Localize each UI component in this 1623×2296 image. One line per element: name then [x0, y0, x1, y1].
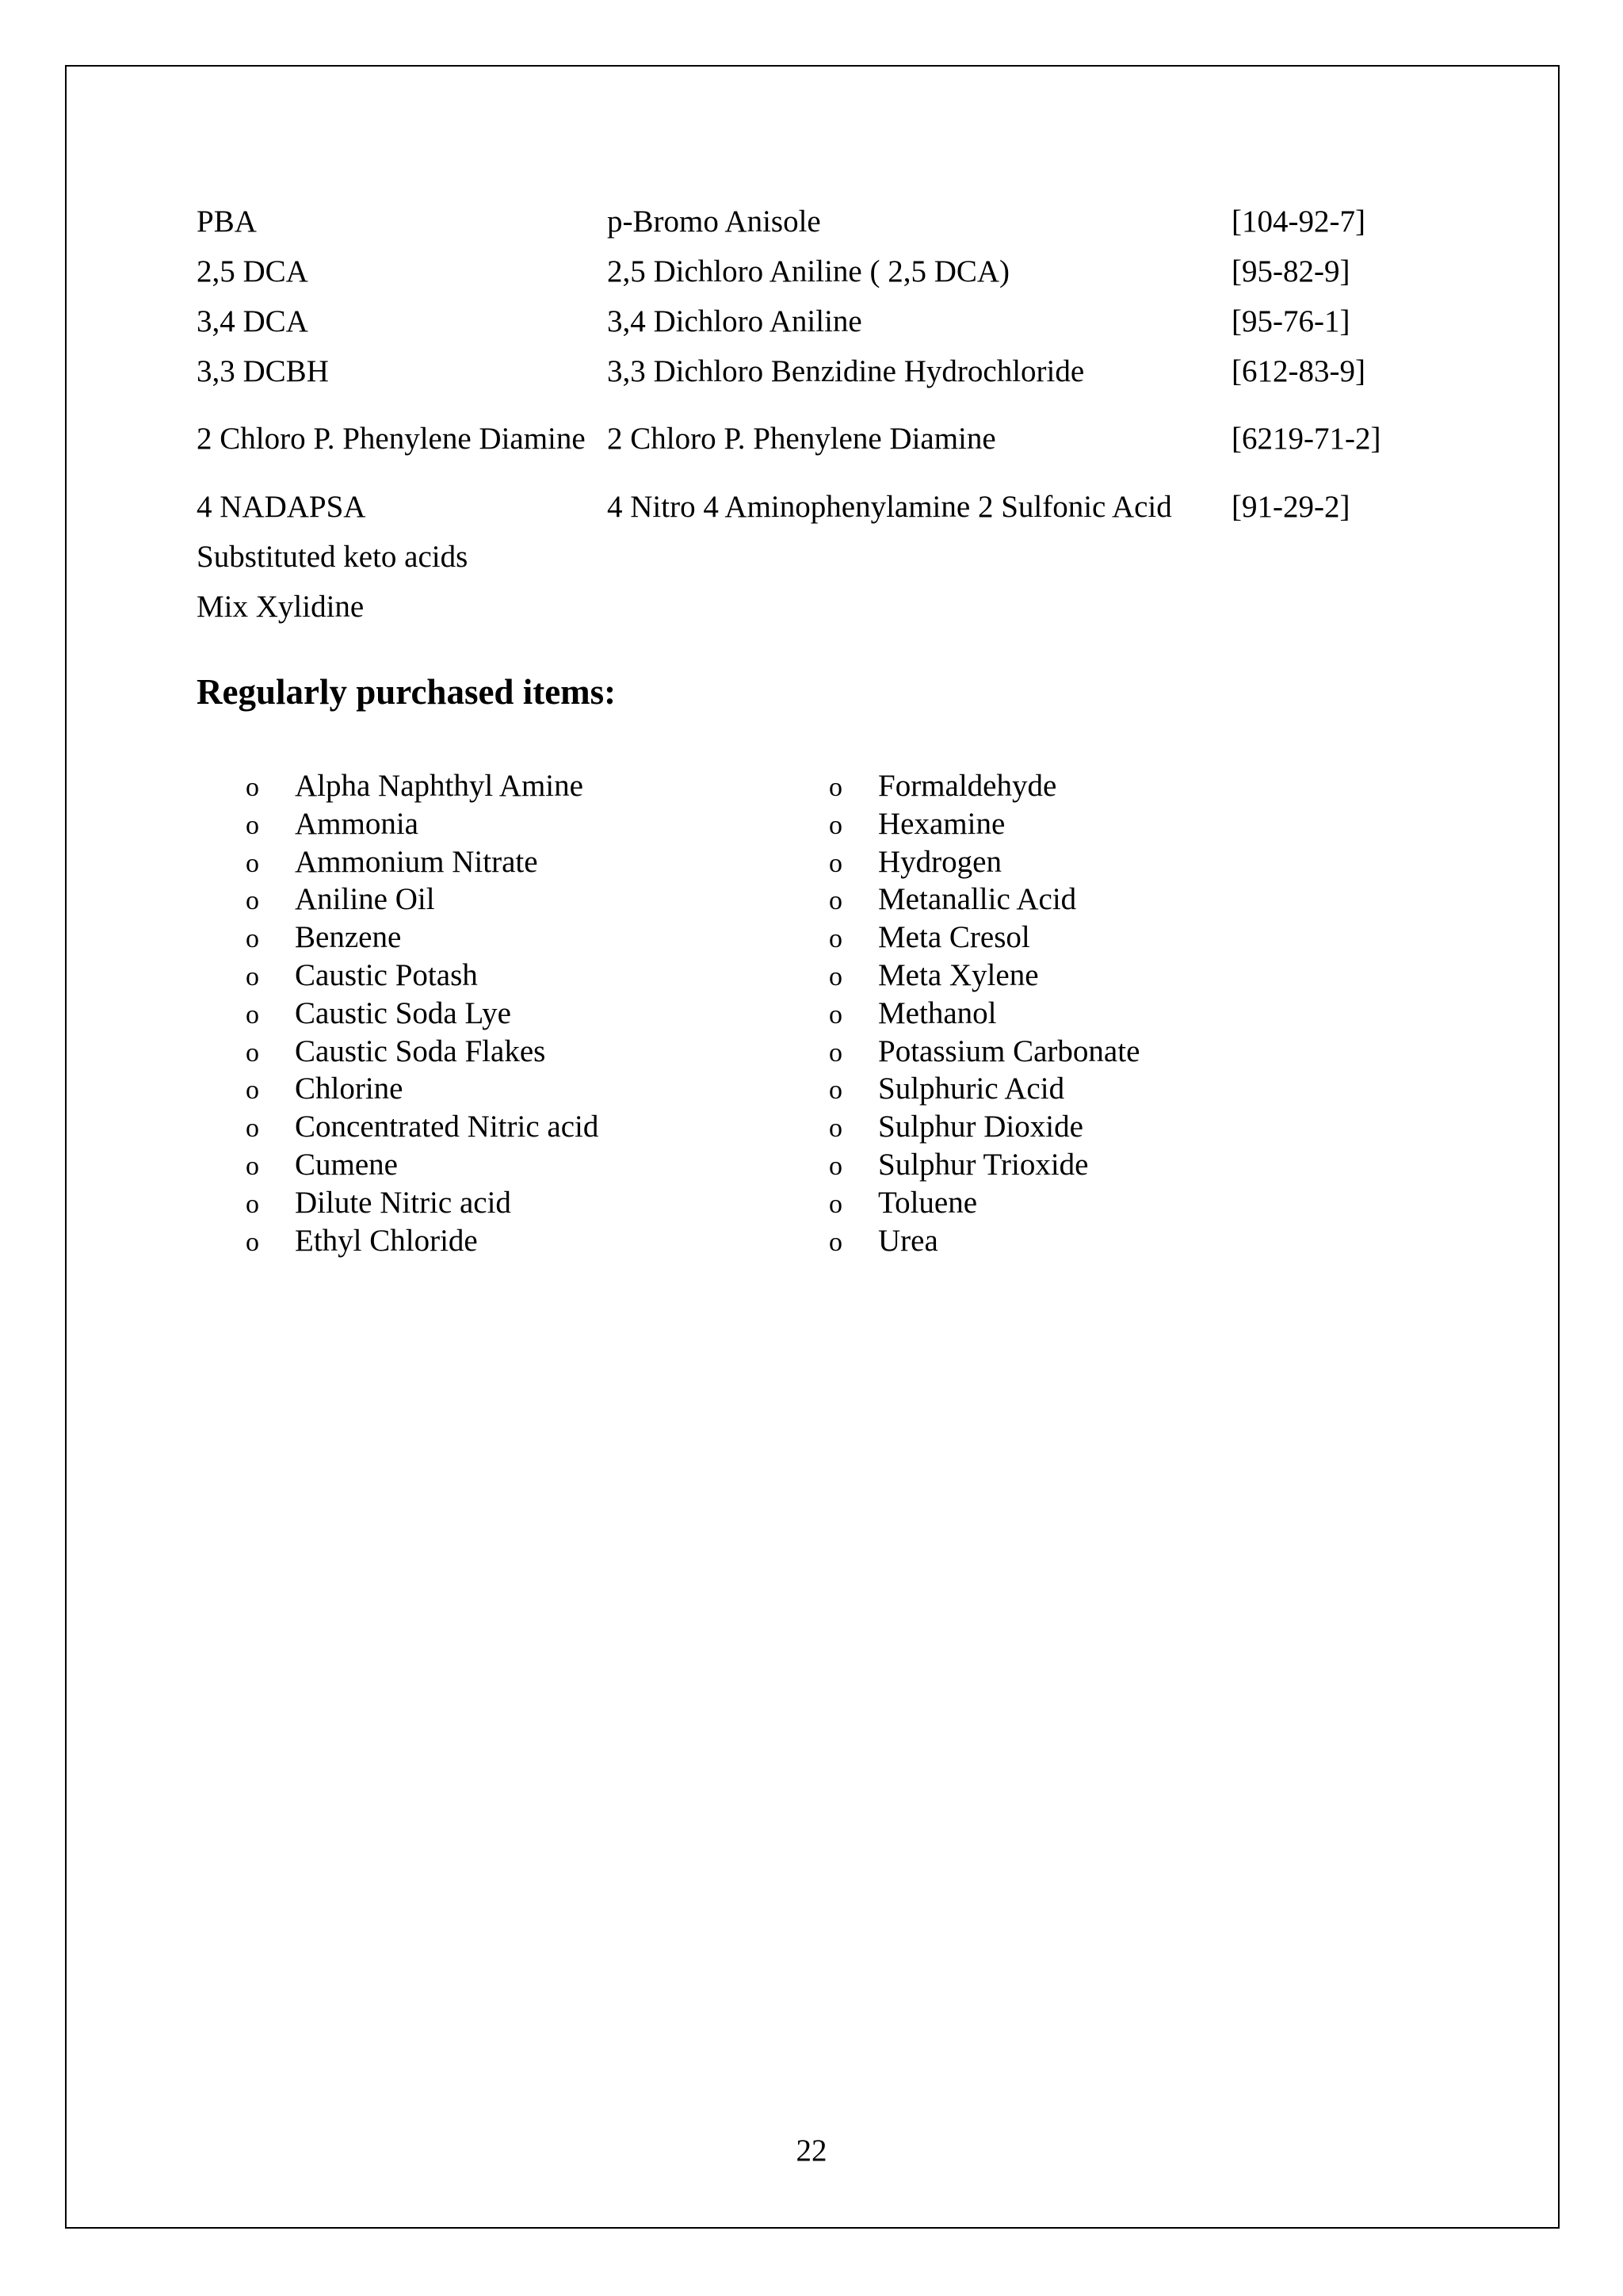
bullet-marker: o — [829, 1037, 842, 1068]
list-item-label: Alpha Naphthyl Amine — [295, 769, 583, 803]
chemical-name: 2 Chloro P. Phenylene Diamine — [607, 422, 996, 456]
cas-number — [1232, 582, 1414, 632]
bullet-marker: o — [829, 810, 842, 840]
list-item-label: Urea — [878, 1223, 938, 1258]
list-item-label: Aniline Oil — [295, 882, 435, 917]
bullet-marker: o — [829, 1151, 842, 1181]
list-item — [246, 1222, 598, 1260]
list-item — [829, 1033, 1140, 1071]
list-item-label: Sulphuric Acid — [878, 1072, 1065, 1106]
chemical-name: 2,5 Dichloro Aniline ( 2,5 DCA) — [607, 254, 1010, 288]
purchased-list-right — [829, 767, 1140, 1259]
bullet-marker: o — [246, 1114, 259, 1144]
list-item — [246, 957, 598, 995]
list-item-label: Hexamine — [878, 806, 1006, 841]
bullet-marker: o — [246, 848, 259, 878]
cas-number: [6219-71-2] — [1232, 422, 1381, 456]
bullet-marker: o — [829, 848, 842, 878]
page-number: 22 — [796, 2134, 827, 2168]
bullet-marker: o — [829, 886, 842, 916]
table-row — [197, 346, 1414, 396]
bullet-marker: o — [246, 999, 259, 1030]
list-item — [246, 919, 598, 957]
list-item — [246, 805, 598, 843]
list-item-label: Dilute Nitric acid — [295, 1185, 511, 1220]
bullet-marker: o — [829, 773, 842, 802]
list-item — [246, 1146, 598, 1184]
bullet-marker: o — [829, 924, 842, 954]
table-row — [197, 296, 1414, 346]
chemical-abbreviation: 3,3 DCBH — [197, 353, 329, 388]
table-row — [197, 532, 1414, 582]
chemical-name: 3,3 Dichloro Benzidine Hydrochloride — [607, 353, 1085, 388]
list-item-label: Ammonium Nitrate — [295, 844, 538, 879]
list-item — [246, 1184, 598, 1222]
chemicals-table — [197, 197, 1414, 632]
list-item-label: Methanol — [878, 995, 997, 1030]
bullet-marker: o — [829, 1114, 842, 1144]
cas-number: [104-92-7] — [1232, 204, 1365, 239]
list-item-label: Sulphur Trioxide — [878, 1147, 1089, 1182]
bullet-marker: o — [246, 1151, 259, 1181]
list-item-label: Metanallic Acid — [878, 882, 1077, 917]
list-item — [829, 1222, 1140, 1260]
bullet-marker: o — [829, 1075, 842, 1106]
cas-number: [95-82-9] — [1232, 254, 1350, 288]
list-item-label: Sulphur Dioxide — [878, 1110, 1083, 1144]
list-item — [246, 1033, 598, 1071]
list-item — [246, 881, 598, 919]
chemical-name — [607, 532, 1232, 582]
bullet-marker: o — [829, 999, 842, 1030]
list-item — [246, 767, 598, 805]
list-item-label: Toluene — [878, 1185, 978, 1220]
list-item — [829, 881, 1140, 919]
chemical-name: p-Bromo Anisole — [607, 204, 821, 239]
list-item — [829, 1184, 1140, 1222]
list-item-label: Caustic Soda Flakes — [295, 1033, 546, 1068]
list-item — [246, 1070, 598, 1108]
list-item — [829, 767, 1140, 805]
cas-number: [95-76-1] — [1232, 304, 1350, 338]
cas-number: [612-83-9] — [1232, 353, 1365, 388]
list-item-label: Hydrogen — [878, 844, 1002, 879]
bullet-marker: o — [246, 773, 259, 802]
list-item — [246, 843, 598, 881]
chemical-name: 4 Nitro 4 Aminophenylamine 2 Sulfonic Acid — [607, 489, 1172, 524]
bullet-marker: o — [829, 961, 842, 991]
bullet-marker: o — [829, 1189, 842, 1219]
purchased-list-left — [246, 767, 598, 1259]
list-item — [829, 1146, 1140, 1184]
list-item — [829, 1108, 1140, 1146]
list-item — [246, 1108, 598, 1146]
chemical-abbreviation: Mix Xylidine — [197, 589, 365, 624]
list-item-label: Benzene — [295, 920, 402, 955]
list-item-label: Cumene — [295, 1147, 398, 1182]
list-item-label: Concentrated Nitric acid — [295, 1110, 599, 1144]
bullet-marker: o — [246, 810, 259, 840]
cas-number: [91-29-2] — [1232, 489, 1350, 524]
chemical-name: 3,4 Dichloro Aniline — [607, 304, 862, 338]
list-item — [829, 957, 1140, 995]
chemical-name — [607, 582, 1232, 632]
list-item-label: Ammonia — [295, 806, 418, 841]
bullet-marker: o — [246, 1075, 259, 1106]
bullet-marker: o — [246, 924, 259, 954]
list-item-label: Formaldehyde — [878, 769, 1057, 803]
table-row — [197, 246, 1414, 296]
bullet-marker: o — [246, 1037, 259, 1068]
list-item — [829, 995, 1140, 1033]
table-row — [197, 197, 1414, 246]
bullet-marker: o — [829, 1227, 842, 1257]
chemical-abbreviation: Substituted keto acids — [197, 539, 468, 574]
bullet-marker: o — [246, 961, 259, 991]
list-item-label: Meta Xylene — [878, 957, 1039, 992]
chemical-abbreviation: 3,4 DCA — [197, 304, 308, 338]
list-item-label: Meta Cresol — [878, 920, 1030, 955]
bullet-marker: o — [246, 1189, 259, 1219]
list-item — [829, 843, 1140, 881]
list-item-label: Ethyl Chloride — [295, 1223, 478, 1258]
section-heading: Regularly purchased items: — [197, 672, 617, 712]
chemical-abbreviation: 2,5 DCA — [197, 254, 308, 288]
chemical-abbreviation: 4 NADAPSA — [197, 489, 366, 524]
list-item-label: Potassium Carbonate — [878, 1033, 1140, 1068]
table-row — [197, 396, 1414, 482]
list-item — [829, 1070, 1140, 1108]
chemical-abbreviation: 2 Chloro P. Phenylene Diamine — [197, 422, 586, 456]
list-item-label: Caustic Soda Lye — [295, 995, 511, 1030]
cas-number — [1232, 532, 1414, 582]
bullet-marker: o — [246, 886, 259, 916]
table-row — [197, 582, 1414, 632]
list-item-label: Caustic Potash — [295, 957, 478, 992]
list-item — [829, 805, 1140, 843]
chemical-abbreviation: PBA — [197, 204, 257, 239]
list-item — [246, 995, 598, 1033]
table-row — [197, 482, 1414, 532]
bullet-marker: o — [246, 1227, 259, 1257]
list-item — [829, 919, 1140, 957]
list-item-label: Chlorine — [295, 1072, 403, 1106]
